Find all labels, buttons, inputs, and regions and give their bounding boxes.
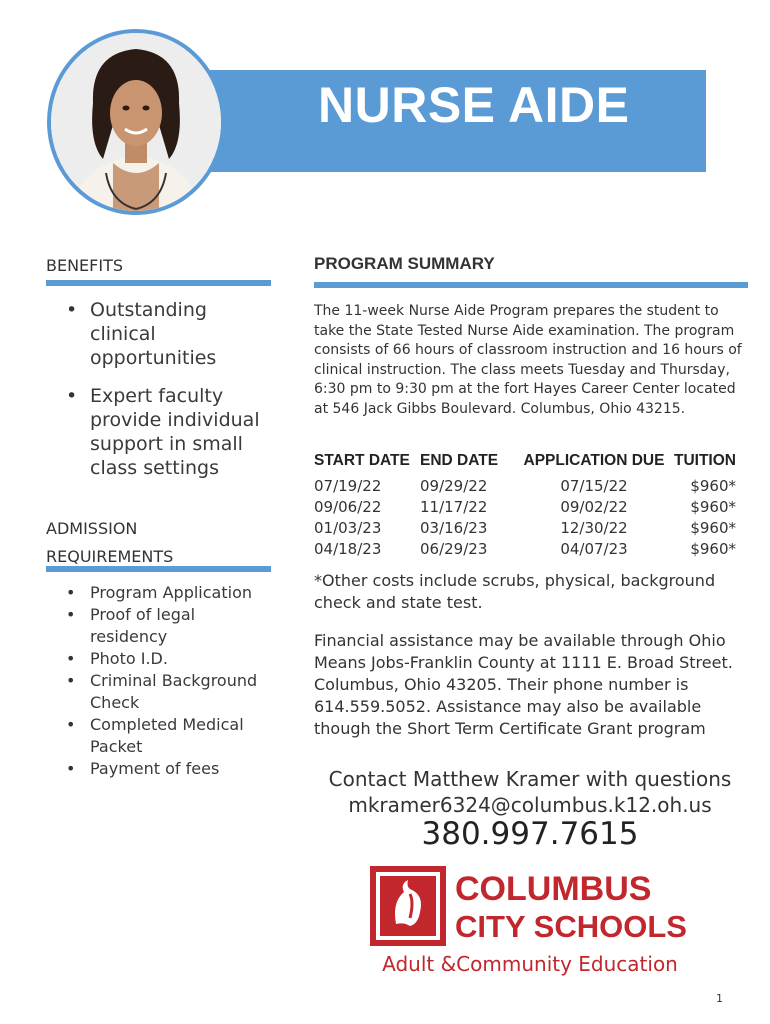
- adult-education-label: Adult &Community Education: [382, 952, 678, 976]
- header-application-due: APPLICATION DUE: [523, 452, 665, 469]
- summary-heading: PROGRAM SUMMARY: [314, 254, 495, 273]
- admission-heading-line2: REQUIREMENTS: [46, 547, 174, 566]
- list-item: • Photo I.D.: [46, 648, 266, 670]
- cell-end-date: 03/16/23: [420, 518, 488, 537]
- columbus-logo-icon: [370, 866, 446, 946]
- cell-application-due: 07/15/22: [560, 476, 628, 495]
- list-item: • Outstanding clinical opportunities: [46, 298, 266, 370]
- table-row: [314, 538, 736, 559]
- contact-line: Contact Matthew Kramer with questions: [328, 767, 732, 791]
- other-costs-note: *Other costs include scrubs, physical, background check and state test.: [314, 571, 716, 612]
- schedule-table: [314, 450, 736, 559]
- page-number: 1: [716, 992, 723, 1005]
- admission-list: [46, 582, 266, 780]
- cell-application-due: 12/30/22: [560, 518, 628, 537]
- admission-divider: [46, 566, 271, 572]
- summary-text: The 11-week Nurse Aide Program prepares the student to take the State Tested Nurse Aide examination. The program consists of 66 hours of classroom instruction and 16 hours of clinical instruction. The class meets Tuesday and Thursday, 6:30 pm to 9:30 pm at the fort Hayes Career Center located at 546 Jack Gibbs Boulevard. Columbus, Ohio 43215.: [314, 303, 742, 417]
- list-item: • Criminal Background Check: [46, 670, 266, 714]
- table-row: [314, 517, 736, 538]
- cell-end-date: 09/29/22: [420, 476, 488, 495]
- page-title: NURSE AIDE: [318, 77, 630, 133]
- table-row: [314, 496, 736, 517]
- cell-end-date: 06/29/23: [420, 539, 488, 558]
- list-item: • Program Application: [46, 582, 266, 604]
- cell-start-date: 01/03/23: [314, 518, 382, 537]
- list-item: • Payment of fees: [46, 758, 266, 780]
- summary-divider: [314, 282, 748, 288]
- list-item: • Proof of legal residency: [46, 604, 266, 648]
- cell-start-date: 04/18/23: [314, 539, 382, 558]
- list-item: • Completed Medical Packet: [46, 714, 266, 758]
- cell-application-due: 04/07/23: [560, 539, 628, 558]
- logo-line1: COLUMBUS: [455, 870, 652, 908]
- benefits-heading: BENEFITS: [46, 256, 124, 275]
- cell-start-date: 07/19/22: [314, 476, 382, 495]
- header-start-date: START DATE: [314, 452, 410, 469]
- contact-block: [300, 766, 760, 818]
- columbus-logo-text: [455, 870, 687, 946]
- cell-start-date: 09/06/22: [314, 497, 382, 516]
- benefits-list: [46, 298, 266, 494]
- cell-tuition: $960*: [690, 539, 736, 558]
- title-banner: [150, 70, 706, 172]
- header-tuition: TUITION: [674, 452, 736, 469]
- header-end-date: END DATE: [420, 452, 499, 469]
- admission-heading: [46, 515, 173, 571]
- cell-tuition: $960*: [690, 497, 736, 516]
- list-item: • Expert faculty provide individual support in small class settings: [46, 384, 266, 480]
- contact-email[interactable]: mkramer6324@columbus.k12.oh.us: [348, 793, 712, 817]
- benefits-divider: [46, 280, 271, 286]
- cell-tuition: $960*: [690, 518, 736, 537]
- logo-line2: CITY SCHOOLS: [455, 909, 687, 944]
- cell-application-due: 09/02/22: [560, 497, 628, 516]
- financial-assistance-text: Financial assistance may be available through Ohio Means Jobs-Franklin County at 1111 E. Broad Street. Columbus, Ohio 43205. Their phone number is 614.559.5052. Assistance may also be available though the Short Term Certificate Grant program: [314, 631, 733, 738]
- cell-tuition: $960*: [690, 476, 736, 495]
- table-row: [314, 475, 736, 496]
- admission-heading-line1: ADMISSION: [46, 519, 138, 538]
- nurse-photo: [47, 29, 225, 215]
- table-header-row: [314, 450, 736, 475]
- contact-phone[interactable]: 380.997.7615: [421, 816, 639, 852]
- cell-end-date: 11/17/22: [420, 497, 488, 516]
